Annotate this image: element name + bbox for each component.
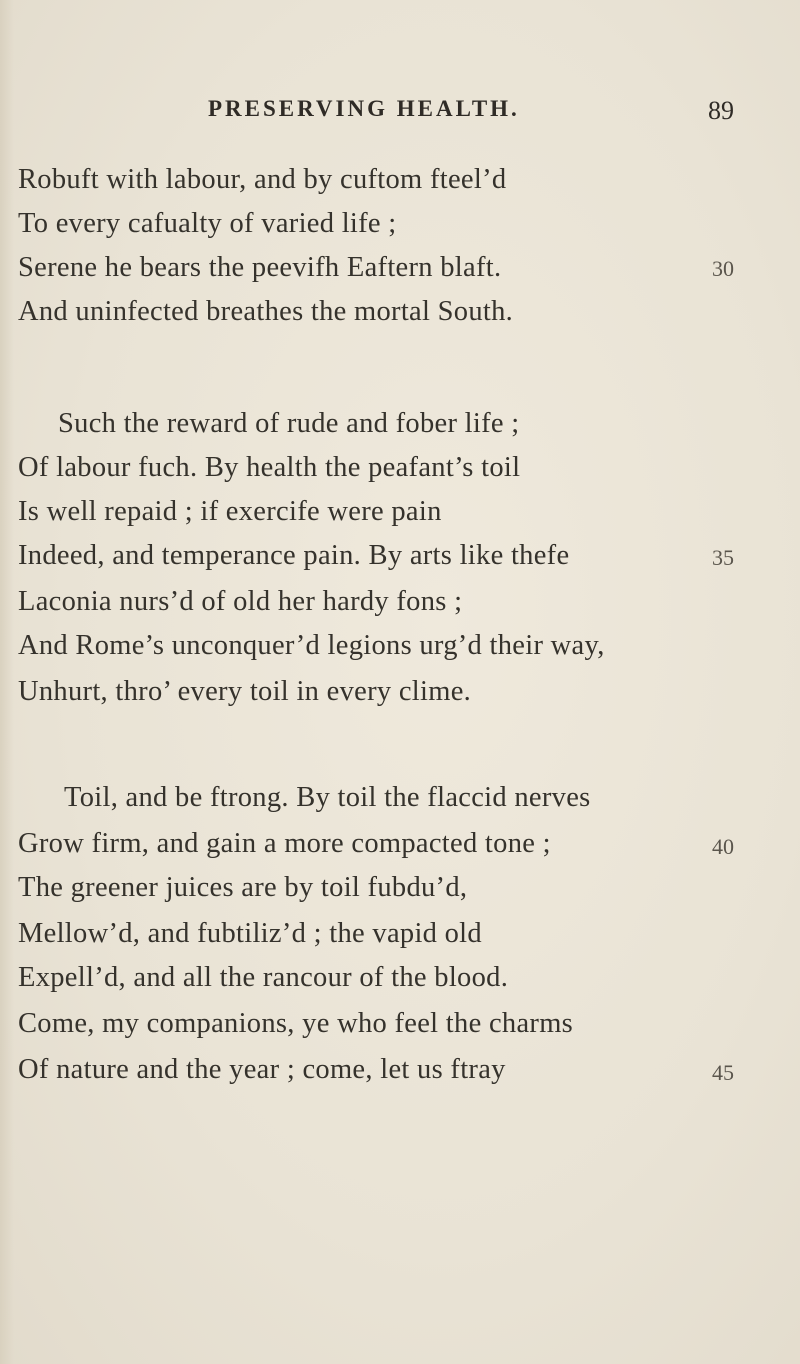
verse-line: Serene he bears the peevifh Eaftern blaft. xyxy=(18,252,502,283)
page-gutter-shadow xyxy=(0,0,14,1364)
verse-line: Such the reward of rude and fober life ; xyxy=(58,408,520,439)
line-number-45: 45 xyxy=(712,1060,734,1085)
verse-line: Toil, and be ftrong. By toil the flaccid nerves xyxy=(64,782,591,813)
verse-line: Of labour fuch. By health the peafant’s toil xyxy=(18,452,521,483)
verse-line: And Rome’s unconquer’d legions urg’d their way, xyxy=(18,630,605,661)
verse-line: Come, my companions, ye who feel the charms xyxy=(18,1008,574,1039)
verse-line: Robuft with labour, and by cuftom fteel’d xyxy=(18,164,507,195)
verse-line: Indeed, and temperance pain. By arts like thefe xyxy=(18,540,570,571)
verse-line: The greener juices are by toil fubdu’d, xyxy=(18,872,468,903)
running-title: PRESERVING HEALTH. xyxy=(208,96,520,121)
verse-line: Expell’d, and all the rancour of the blood. xyxy=(18,962,509,993)
line-number-35: 35 xyxy=(712,545,734,570)
page-number: 89 xyxy=(708,96,734,125)
verse-line: Laconia nurs’d of old her hardy fons ; xyxy=(18,586,463,617)
line-number-30: 30 xyxy=(712,256,734,281)
verse-line: And uninfected breathes the mortal South. xyxy=(18,296,514,327)
verse-line: Mellow’d, and fubtiliz’d ; the vapid old xyxy=(18,918,482,949)
verse-line: Is well repaid ; if exercife were pain xyxy=(18,496,442,527)
verse-line: To every cafualty of varied life ; xyxy=(18,208,397,239)
verse-line: Unhurt, thro’ every toil in every clime. xyxy=(18,676,472,707)
verse-line: Grow firm, and gain a more compacted tone ; xyxy=(18,828,551,859)
verse-line: Of nature and the year ; come, let us ftray xyxy=(18,1054,506,1085)
line-number-40: 40 xyxy=(712,834,734,859)
